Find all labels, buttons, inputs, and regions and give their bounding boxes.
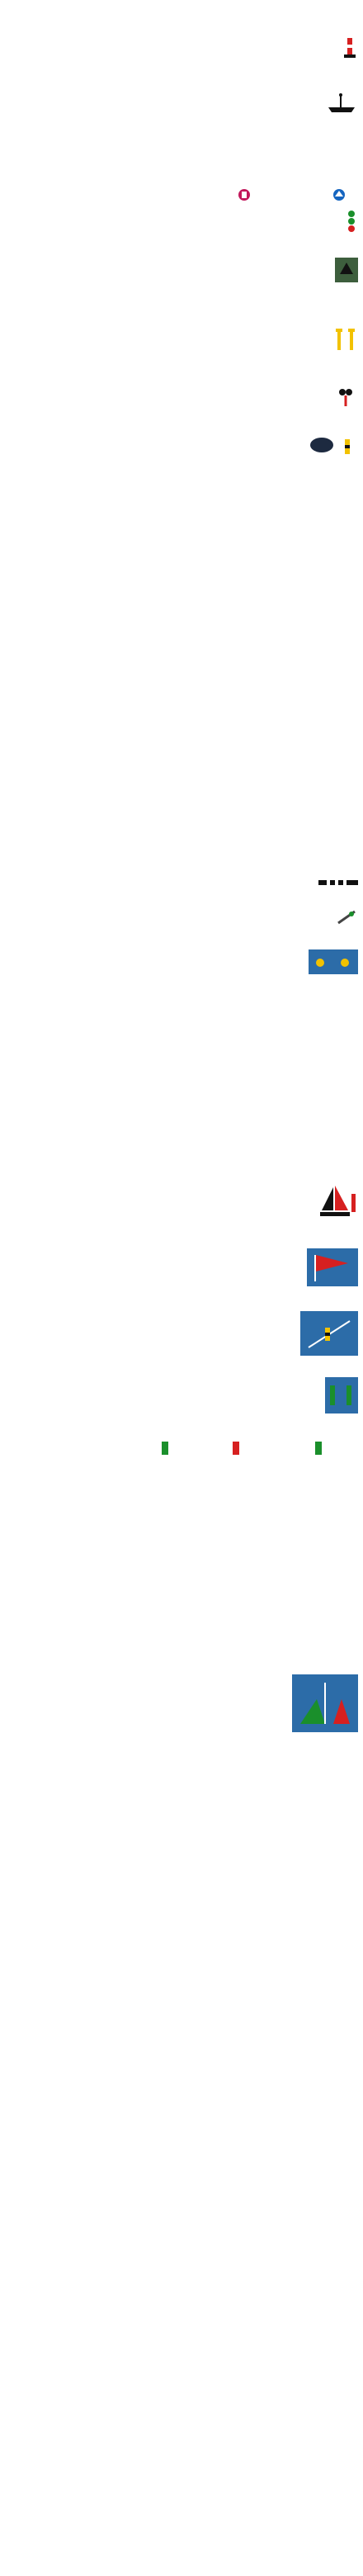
storm-signal-figure	[335, 258, 358, 282]
chart-symbols-figure	[162, 187, 351, 203]
trawler-figure	[325, 92, 358, 114]
green-boat-figure	[335, 908, 358, 926]
yellow-buoys-figure	[309, 949, 358, 974]
chart-buoy-symbols-figure	[153, 1438, 351, 1456]
red-flag-figure	[307, 1248, 358, 1286]
green-marks-figure	[325, 1377, 358, 1413]
white-light-beacon-figure	[318, 878, 358, 887]
harbour-entrance-figure	[292, 1674, 358, 1732]
yellow-beacons-figure	[333, 327, 358, 353]
port-lights-figure	[345, 210, 358, 233]
cardinal-buoy-figure	[309, 434, 358, 456]
isolated-danger-figure	[333, 383, 358, 408]
red-buoy-figure	[342, 35, 358, 59]
sailboat-figure	[317, 1182, 358, 1222]
current-chart-figure	[300, 1311, 358, 1356]
